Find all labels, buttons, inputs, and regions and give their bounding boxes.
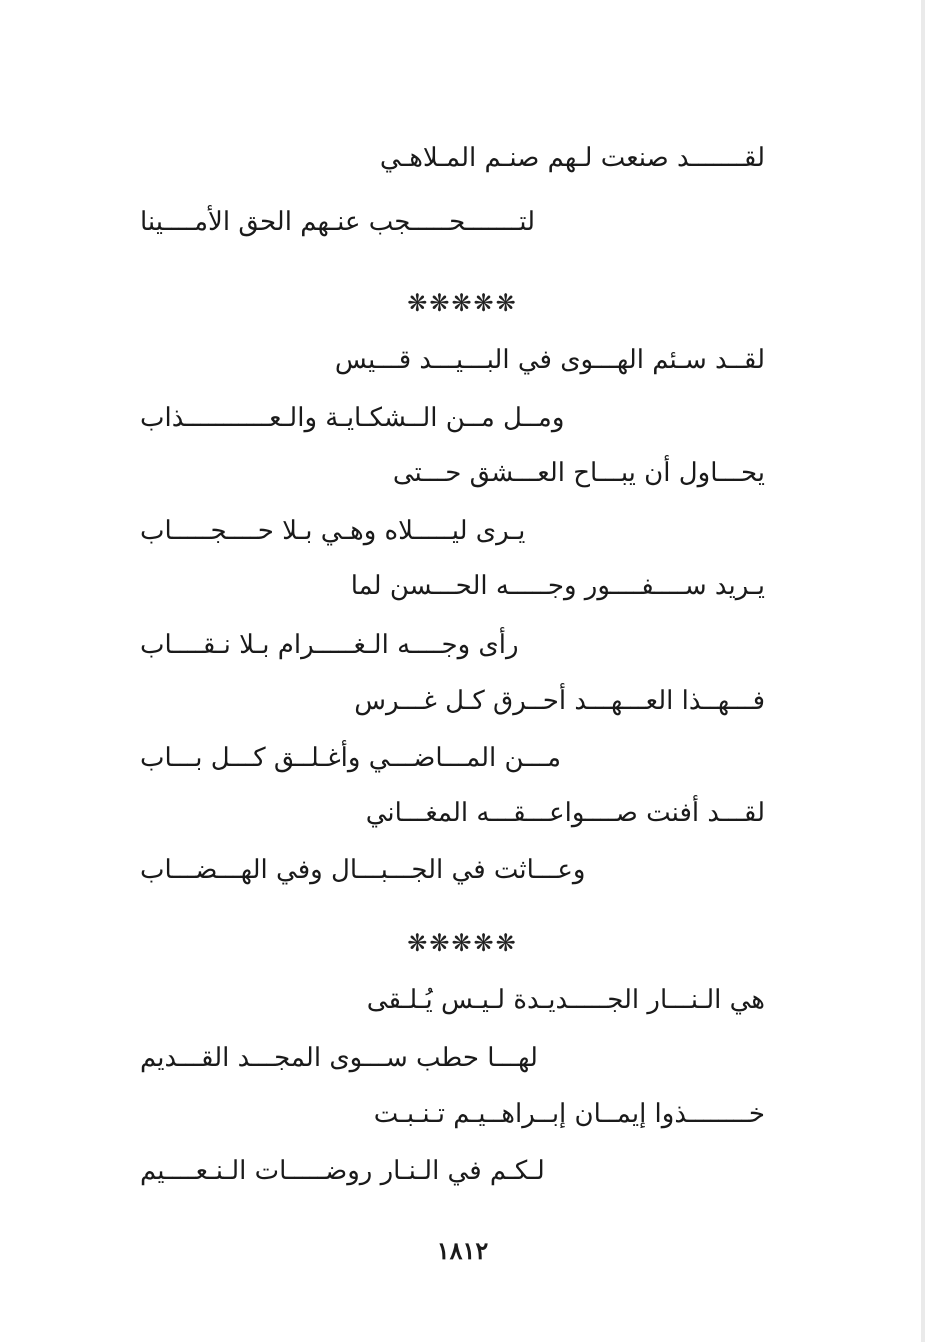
verse-line: لهـــا حطب ســـوى المجـــد القـــديم: [140, 1043, 538, 1073]
verse-line: خــــــــذوا إيمــان إبــراهــيـم تـنـبـت: [373, 1099, 765, 1129]
stanza-separator: ❋❋❋❋❋: [407, 289, 518, 317]
verse-line: فـــهــذا العـــهـــد أحــرق كـل غـــرس: [354, 686, 765, 716]
verse-line: لقـــــــد صنعت لـهم صنـم المـلاهـي: [379, 143, 765, 173]
verse-line: رأى وجــــه الـغـــــرام بـلا نـقــــاب: [140, 630, 519, 660]
page-number: ١٨١٢: [436, 1236, 489, 1265]
verse-line: لـكـم في الـنـار روضـــــات الـنـعــــيم: [140, 1156, 545, 1186]
verse-line: هي الـنـــار الجـــــديـدة لـيـس يُـلـقى: [366, 985, 765, 1015]
verse-line: وعـــاثت في الجـــبـــال وفي الهـــضـــاب: [140, 855, 586, 885]
verse-line: لتـــــــحـــــجب عنـهم الحق الأمــــينا: [140, 207, 536, 237]
verse-line: يحـــاول أن يبـــاح العـــشق حـــتى: [392, 458, 765, 488]
stanza-separator: ❋❋❋❋❋: [407, 929, 518, 957]
verse-line: لقـــد أفنت صــــواعـــقـــه المغـــاني: [365, 798, 765, 828]
verse-line: مـــن المـــاضـــي وأغـلــق كـــل بـــاب: [140, 743, 562, 773]
scan-edge: [921, 0, 925, 1342]
verse-line: يـرى ليـــــلاه وهـي بـلا حــــجـــــاب: [140, 516, 526, 546]
verse-line: يـريد ســــفــــور وجـــــه الحـــسن لما: [350, 571, 765, 601]
verse-line: لقــد سـئم الهـــوى في البـــيـــد قـــيس: [334, 345, 765, 375]
verse-line: ومــل مــن الــشكـايـة والـعـــــــــــذاب: [140, 403, 565, 433]
